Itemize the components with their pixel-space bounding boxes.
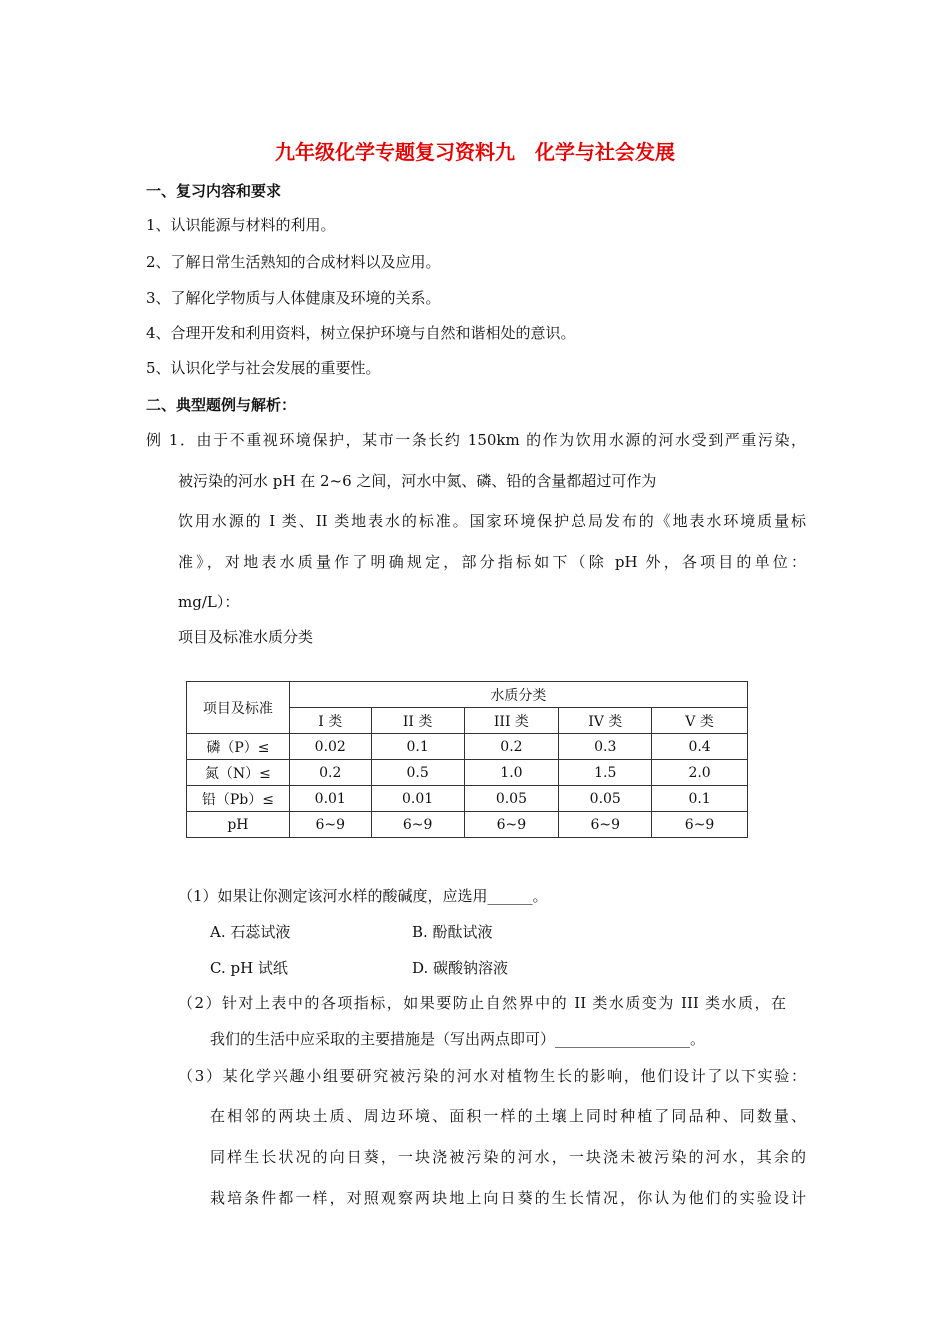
table-cell: 6~9: [559, 812, 652, 838]
table-cell: 2.0: [652, 760, 748, 786]
option-d: D. 碳酸钠溶液: [412, 959, 509, 977]
row-label: 氮（N）≤: [187, 760, 290, 786]
section2-heading: 二、典型题例与解析：: [146, 396, 297, 414]
row-label: 磷（P）≤: [187, 734, 290, 760]
table-row: [187, 786, 748, 812]
table-cell: 1.5: [559, 760, 652, 786]
column-header: I 类: [289, 708, 371, 734]
table-group-header: 水质分类: [289, 682, 747, 708]
table-row: [187, 734, 748, 760]
table-row: [187, 760, 748, 786]
table-cell: 6~9: [289, 812, 371, 838]
column-header: IV 类: [559, 708, 652, 734]
requirement-item-5: 5、认识化学与社会发展的重要性。: [146, 359, 381, 377]
water-quality-table: [186, 681, 748, 838]
requirement-item-2: 2、了解日常生活熟知的合成材料以及应用。: [146, 253, 441, 271]
table-cell: 0.3: [559, 734, 652, 760]
question-1: （1）如果让你测定该河水样的酸碱度，应选用______。: [178, 887, 548, 905]
example-line-4: 准》，对地表水质量作了明确规定，部分指标如下（除 pH 外，各项目的单位：: [178, 553, 806, 571]
row-label: pH: [187, 812, 290, 838]
example-line-5: mg/L）：: [178, 593, 240, 611]
table-cell: 6~9: [371, 812, 464, 838]
requirement-item-4: 4、合理开发和利用资料，树立保护环境与自然和谐相处的意识。: [146, 324, 576, 342]
question-3-line-1: （3）某化学兴趣小组要研究被污染的河水对植物生长的影响，他们设计了以下实验：: [178, 1067, 806, 1085]
table-cell: 0.4: [652, 734, 748, 760]
question-3-line-2: 在相邻的两块土质、周边环境、面积一样的土壤上同时种植了同品种、同数量、: [210, 1107, 806, 1125]
table-cell: 6~9: [652, 812, 748, 838]
example-line-2: 被污染的河水 pH 在 2~6 之间，河水中氮、磷、铅的含量都超过可作为: [178, 472, 657, 490]
table-cell: 0.5: [371, 760, 464, 786]
question-3-line-3: 同样生长状况的向日葵，一块浇被污染的河水，一块浇未被污染的河水，其余的: [210, 1148, 806, 1166]
row-label: 铅（Pb）≤: [187, 786, 290, 812]
example-line-1: 例 1．由于不重视环境保护，某市一条长约 150km 的作为饮用水源的河水受到严重污染，: [146, 431, 806, 449]
table-cell: 0.1: [652, 786, 748, 812]
requirement-item-1: 1、认识能源与材料的利用。: [146, 216, 336, 234]
table-cell: 0.2: [289, 760, 371, 786]
table-row: [187, 812, 748, 838]
option-b: B. 酚酞试液: [412, 923, 493, 941]
table-cell: 0.05: [559, 786, 652, 812]
table-cell: 0.05: [464, 786, 559, 812]
table-header-row: [187, 682, 748, 708]
table-cell: 0.01: [289, 786, 371, 812]
option-c: C. pH 试纸: [210, 959, 288, 977]
column-header: III 类: [464, 708, 559, 734]
question-3-line-4: 栽培条件都一样，对照观察两块地上向日葵的生长情况，你认为他们的实验设计: [210, 1189, 806, 1207]
table-cell: 0.01: [371, 786, 464, 812]
section1-heading: 一、复习内容和要求: [146, 182, 282, 200]
question-2-line-1: （2）针对上表中的各项指标，如果要防止自然界中的 II 类水质变为 III 类水质，在: [178, 994, 786, 1012]
table-corner-cell: 项目及标准: [187, 682, 290, 734]
table-cell: 6~9: [464, 812, 559, 838]
example-line-3: 饮用水源的 I 类、II 类地表水的标准。国家环境保护总局发布的《地表水环境质量标: [178, 512, 806, 530]
column-header: V 类: [652, 708, 748, 734]
question-2-line-2: 我们的生活中应采取的主要措施是（写出两点即可）__________________。: [210, 1030, 706, 1048]
table-cell: 0.2: [464, 734, 559, 760]
table-cell: 0.1: [371, 734, 464, 760]
table-cell: 1.0: [464, 760, 559, 786]
table-caption: 项目及标准水质分类: [178, 628, 314, 646]
column-header: II 类: [371, 708, 464, 734]
page-title: 九年级化学专题复习资料九 化学与社会发展: [275, 140, 675, 164]
requirement-item-3: 3、了解化学物质与人体健康及环境的关系。: [146, 289, 441, 307]
table-cell: 0.02: [289, 734, 371, 760]
option-a: A. 石蕊试液: [210, 923, 291, 941]
